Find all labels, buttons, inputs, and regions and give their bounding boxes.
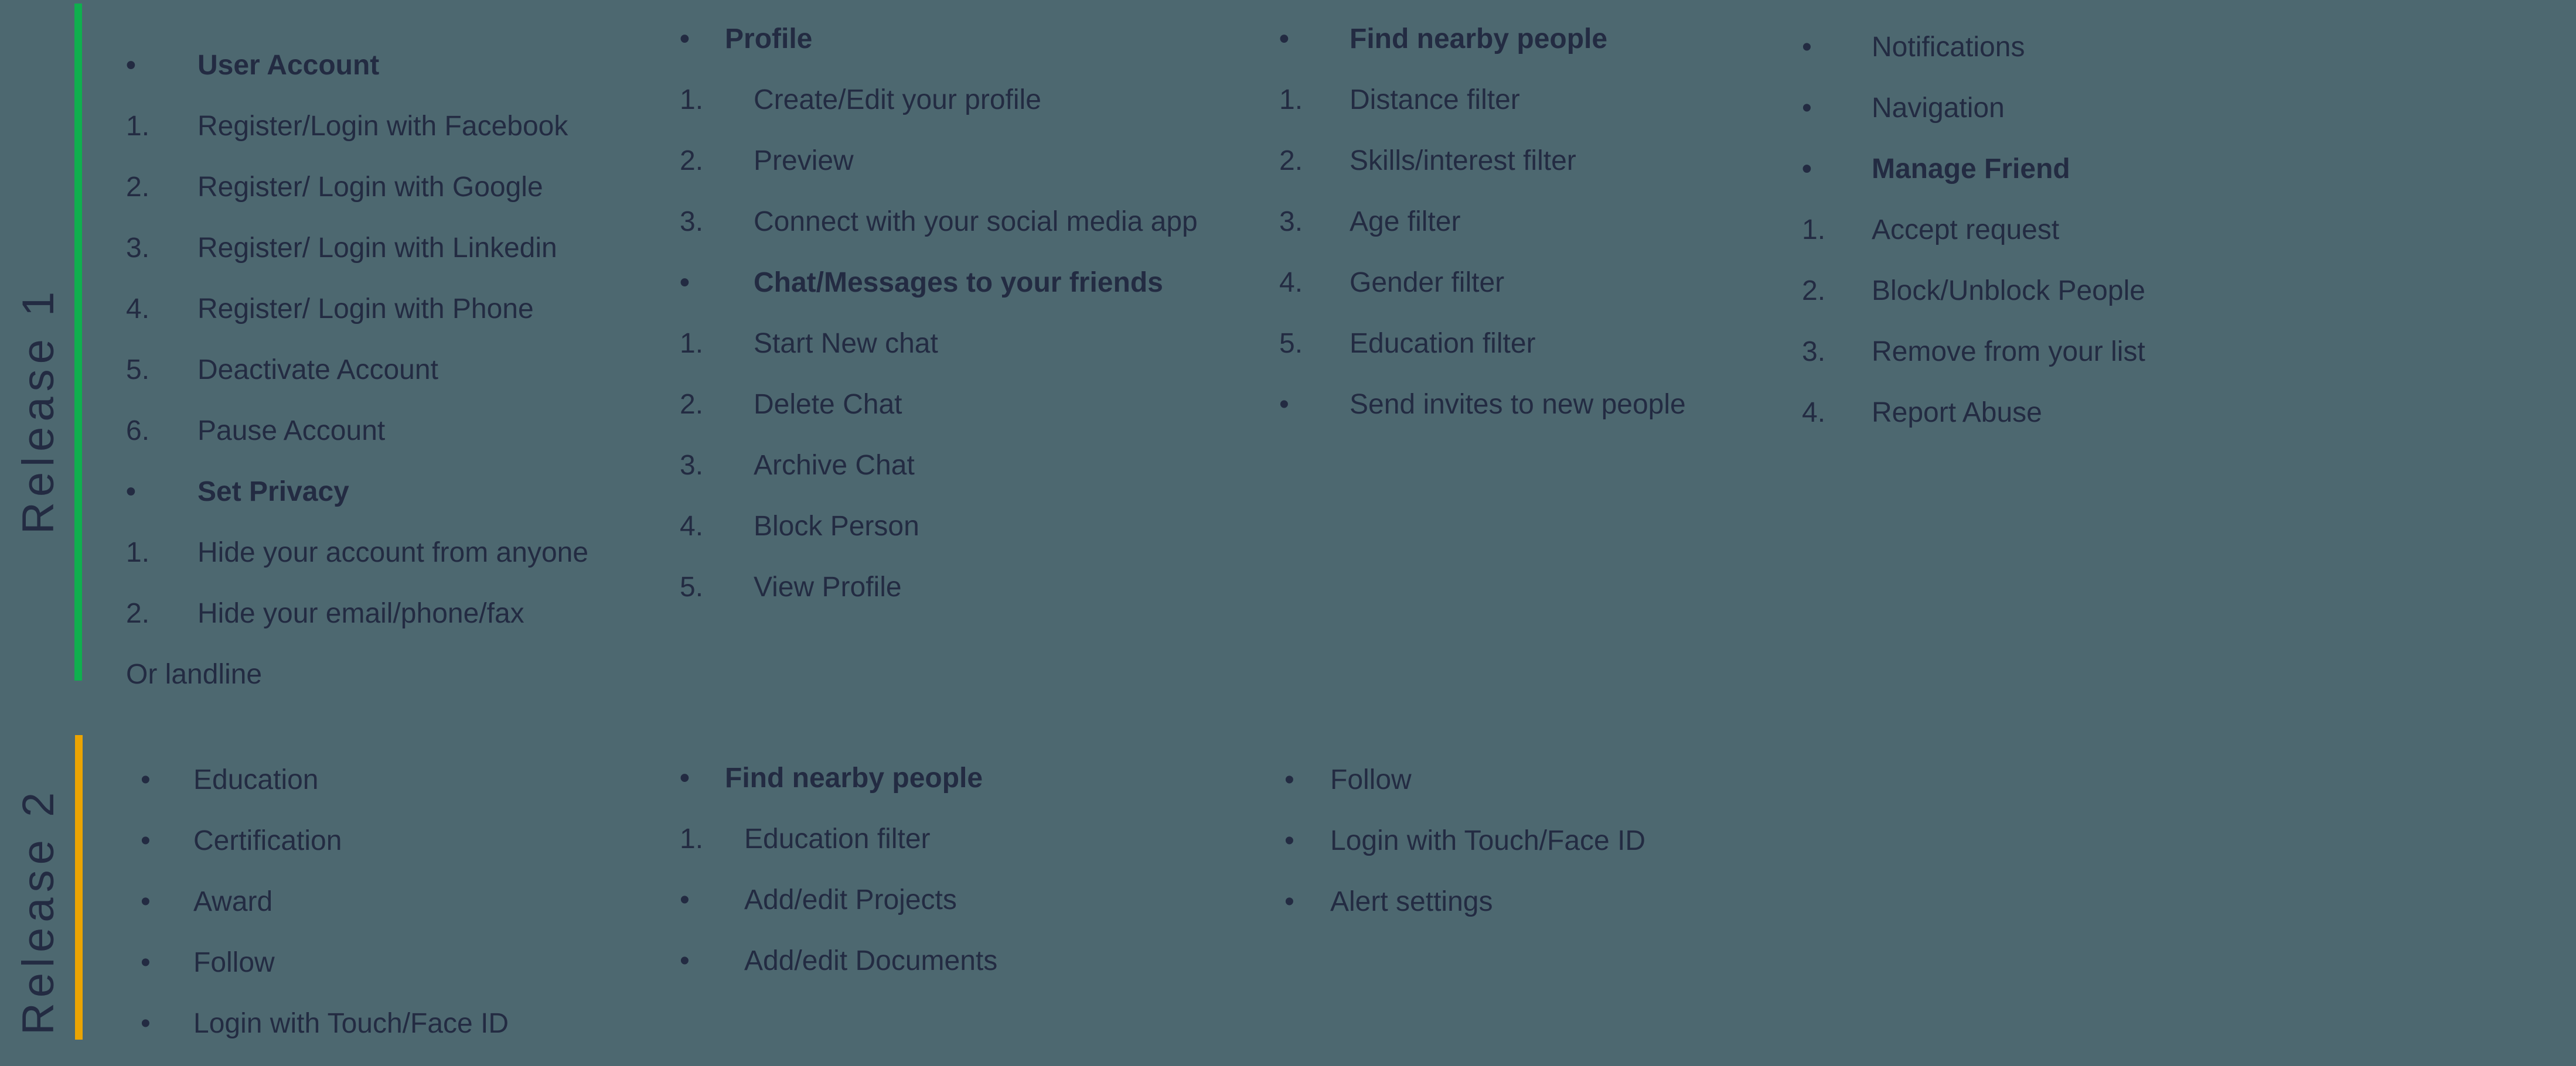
item-text: View Profile xyxy=(754,572,902,603)
bullet-marker: • xyxy=(141,947,151,978)
list-item xyxy=(1279,192,1686,252)
section-header xyxy=(680,748,997,809)
section-header xyxy=(680,9,1198,70)
item-text: Skills/interest filter xyxy=(1350,145,1576,176)
number-marker: 6. xyxy=(126,415,150,446)
list-item xyxy=(680,496,1198,557)
item-text: Notifications xyxy=(1872,32,2025,63)
number-marker: 5. xyxy=(1279,328,1303,359)
list-item xyxy=(126,401,588,462)
item-text: Register/Login with Facebook xyxy=(197,111,568,142)
item-text: Add/edit Documents xyxy=(744,945,998,976)
item-text: Certification xyxy=(193,825,342,856)
item-text: Education xyxy=(193,764,319,795)
number-marker: 2. xyxy=(126,598,150,629)
release-1-column-user-account xyxy=(126,35,588,705)
list-item xyxy=(680,557,1198,618)
item-text: Register/ Login with Google xyxy=(197,172,543,203)
item-text: Create/Edit your profile xyxy=(754,84,1041,115)
number-marker: 2. xyxy=(680,145,704,176)
number-marker: 4. xyxy=(126,293,150,324)
item-text: Report Abuse xyxy=(1872,397,2042,428)
number-marker: 2. xyxy=(1279,145,1303,176)
item-text: Archive Chat xyxy=(754,450,915,481)
item-text: Navigation xyxy=(1872,93,2005,124)
section-header xyxy=(126,35,588,96)
release-1-bar xyxy=(74,4,82,681)
number-marker: 5. xyxy=(680,572,704,603)
item-text: Start New chat xyxy=(754,328,938,359)
bullet-marker: • xyxy=(1284,886,1294,917)
number-marker: 1. xyxy=(1279,84,1303,115)
list-item xyxy=(1802,261,2145,322)
bullet-marker: • xyxy=(680,267,690,298)
item-text: Chat/Messages to your friends xyxy=(754,267,1163,298)
release-2-column-follow-alerts xyxy=(1284,750,1645,932)
list-item xyxy=(680,809,997,870)
bullet-marker: • xyxy=(1802,153,1812,184)
release-2-column-find-nearby xyxy=(680,748,997,992)
list-item xyxy=(1802,382,2145,443)
bullet-marker: • xyxy=(680,884,690,915)
release-2-column-education xyxy=(141,750,509,1054)
list-item xyxy=(680,870,997,931)
number-marker: 2. xyxy=(1802,275,1826,306)
bullet-marker: • xyxy=(141,764,151,795)
item-text: Block Person xyxy=(754,511,919,542)
item-text: Find nearby people xyxy=(725,763,983,794)
list-item xyxy=(680,131,1198,192)
list-item xyxy=(141,811,509,872)
list-item xyxy=(1284,811,1645,872)
list-item xyxy=(141,993,509,1054)
number-marker: 3. xyxy=(680,450,704,481)
number-marker: 2. xyxy=(680,389,704,420)
item-text: Follow xyxy=(193,947,275,978)
item-text: Manage Friend xyxy=(1872,153,2070,184)
release-1-column-find-nearby xyxy=(1279,9,1686,435)
item-text: Delete Chat xyxy=(754,389,902,420)
list-item xyxy=(126,644,588,705)
list-item xyxy=(126,96,588,157)
item-text: Hide your email/phone/fax xyxy=(197,598,524,629)
list-item xyxy=(126,340,588,401)
list-item xyxy=(1279,374,1686,435)
item-text: Education filter xyxy=(744,824,931,855)
release-1-column-notifications-friends xyxy=(1802,17,2145,443)
release-2-bar xyxy=(75,735,83,1040)
bullet-marker: • xyxy=(1279,389,1289,420)
item-text: Or landline xyxy=(126,659,263,690)
section-header xyxy=(680,252,1198,313)
item-text: Award xyxy=(193,886,273,917)
item-text: Login with Touch/Face ID xyxy=(1330,825,1646,856)
number-marker: 5. xyxy=(126,354,150,385)
item-text: Profile xyxy=(725,23,813,54)
number-marker: 1. xyxy=(680,84,704,115)
item-text: Distance filter xyxy=(1350,84,1520,115)
list-item xyxy=(126,522,588,583)
list-item xyxy=(680,435,1198,496)
bullet-marker: • xyxy=(1802,93,1812,124)
section-header xyxy=(1802,139,2145,200)
number-marker: 4. xyxy=(1279,267,1303,298)
bullet-marker: • xyxy=(1284,764,1294,795)
bullet-marker: • xyxy=(126,476,136,507)
bullet-marker: • xyxy=(1279,23,1289,54)
bullet-marker: • xyxy=(141,886,151,917)
list-item xyxy=(126,583,588,644)
item-text: Pause Account xyxy=(197,415,386,446)
list-item xyxy=(680,192,1198,252)
list-item xyxy=(680,313,1198,374)
item-text: Connect with your social media app xyxy=(754,206,1198,237)
number-marker: 1. xyxy=(126,111,150,142)
item-text: Register/ Login with Phone xyxy=(197,293,534,324)
list-item xyxy=(1802,200,2145,261)
number-marker: 1. xyxy=(1802,214,1826,245)
list-item xyxy=(1279,70,1686,131)
item-text: Remove from your list xyxy=(1872,336,2145,367)
item-text: Send invites to new people xyxy=(1350,389,1686,420)
release-1-column-profile-chat xyxy=(680,9,1198,618)
number-marker: 3. xyxy=(1279,206,1303,237)
bullet-marker: • xyxy=(1284,825,1294,856)
bullet-marker: • xyxy=(680,945,690,976)
list-item xyxy=(141,750,509,811)
section-header xyxy=(126,462,588,522)
list-item xyxy=(680,931,997,992)
number-marker: 4. xyxy=(1802,397,1826,428)
item-text: User Account xyxy=(197,50,380,81)
list-item xyxy=(1802,17,2145,78)
list-item xyxy=(126,218,588,279)
list-item xyxy=(1279,313,1686,374)
list-item xyxy=(126,279,588,340)
number-marker: 1. xyxy=(126,537,150,568)
item-text: Education filter xyxy=(1350,328,1536,359)
number-marker: 2. xyxy=(126,172,150,203)
item-text: Follow xyxy=(1330,764,1412,795)
item-text: Accept request xyxy=(1872,214,2060,245)
item-text: Gender filter xyxy=(1350,267,1505,298)
number-marker: 4. xyxy=(680,511,704,542)
number-marker: 3. xyxy=(680,206,704,237)
list-item xyxy=(141,872,509,932)
number-marker: 3. xyxy=(126,233,150,264)
item-text: Preview xyxy=(754,145,854,176)
item-text: Hide your account from anyone xyxy=(197,537,589,568)
bullet-marker: • xyxy=(141,825,151,856)
number-marker: 1. xyxy=(680,824,704,855)
item-text: Add/edit Projects xyxy=(744,884,957,915)
item-text: Age filter xyxy=(1350,206,1461,237)
list-item xyxy=(1802,322,2145,382)
number-marker: 1. xyxy=(680,328,704,359)
bullet-marker: • xyxy=(680,763,690,794)
item-text: Login with Touch/Face ID xyxy=(193,1008,509,1039)
list-item xyxy=(1279,131,1686,192)
bullet-marker: • xyxy=(141,1008,151,1039)
bullet-marker: • xyxy=(1802,32,1812,63)
release-2-label: Release 2 xyxy=(13,787,63,1035)
release-1-label: Release 1 xyxy=(13,286,63,534)
item-text: Set Privacy xyxy=(197,476,349,507)
item-text: Register/ Login with Linkedin xyxy=(197,233,557,264)
bullet-marker: • xyxy=(680,23,690,54)
list-item xyxy=(680,70,1198,131)
list-item xyxy=(1279,252,1686,313)
list-item xyxy=(126,157,588,218)
list-item xyxy=(1802,78,2145,139)
item-text: Alert settings xyxy=(1330,886,1493,917)
list-item xyxy=(1284,872,1645,932)
item-text: Find nearby people xyxy=(1350,23,1608,54)
number-marker: 3. xyxy=(1802,336,1826,367)
list-item xyxy=(1284,750,1645,811)
list-item xyxy=(141,932,509,993)
item-text: Block/Unblock People xyxy=(1872,275,2145,306)
item-text: Deactivate Account xyxy=(197,354,438,385)
bullet-marker: • xyxy=(126,50,136,81)
section-header xyxy=(1279,9,1686,70)
list-item xyxy=(680,374,1198,435)
